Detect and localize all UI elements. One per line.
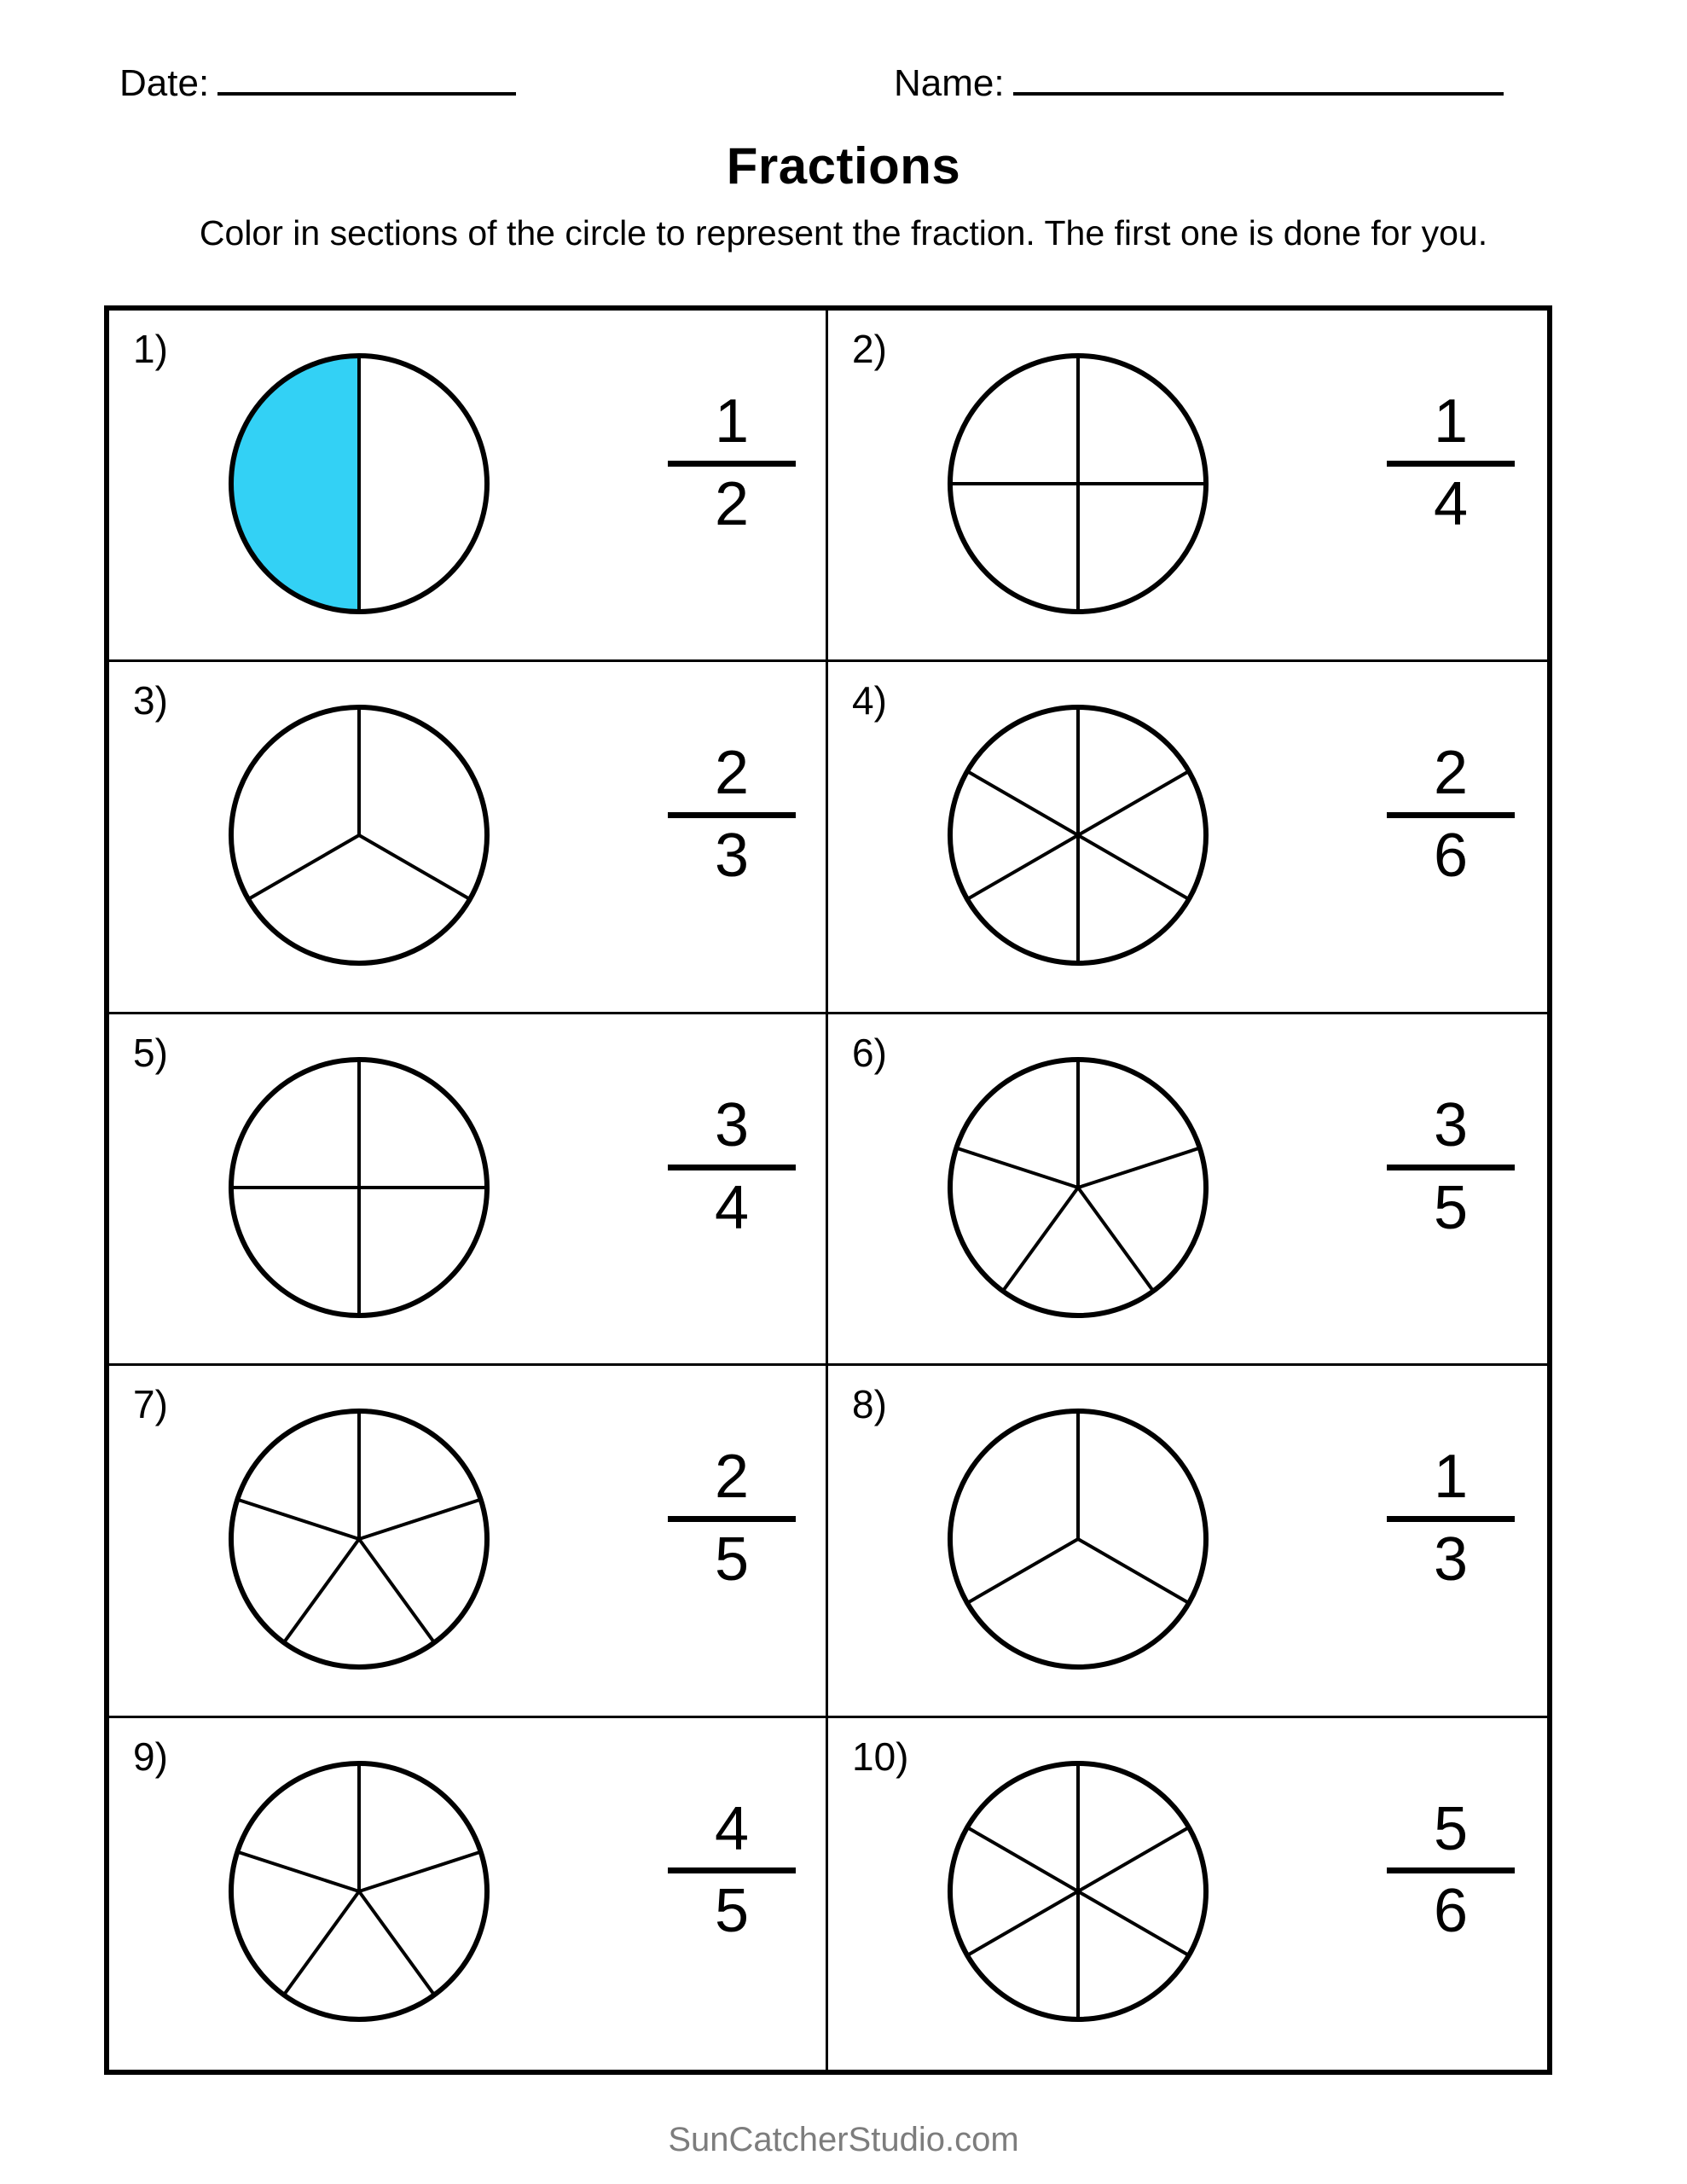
fraction-label <box>1357 1444 1545 1594</box>
fraction-bar <box>668 461 796 467</box>
fraction-numerator: 2 <box>714 739 750 808</box>
sector-divider-line <box>1078 1147 1200 1187</box>
problem-cell <box>109 311 828 662</box>
problem-number: 7) <box>133 1382 168 1427</box>
problem-grid <box>104 305 1552 2075</box>
problem-number: 4) <box>852 678 887 723</box>
sector-divider-line <box>967 1539 1078 1603</box>
sector-divider-line <box>359 1891 434 1995</box>
date-write-line[interactable] <box>217 92 516 96</box>
fraction-numerator: 4 <box>714 1794 750 1863</box>
problem-cell <box>828 311 1547 662</box>
fraction-numerator: 1 <box>1433 387 1469 456</box>
fraction-numerator: 1 <box>1433 1443 1469 1512</box>
problem-number: 6) <box>852 1030 887 1075</box>
sector-divider-line <box>1003 1188 1078 1291</box>
sector-divider-line <box>284 1891 359 1995</box>
sector-divider-line <box>237 1500 359 1539</box>
fraction-numerator: 5 <box>1433 1794 1469 1863</box>
fraction-numerator: 3 <box>1433 1090 1469 1159</box>
problem-cell <box>109 1718 828 2070</box>
fraction-denominator: 2 <box>714 469 750 538</box>
sector-divider-line <box>956 1147 1078 1187</box>
sector-divider-line <box>1078 1188 1153 1291</box>
fraction-circle[interactable] <box>937 686 1219 985</box>
sector-divider-line <box>1078 1539 1189 1603</box>
fraction-denominator: 6 <box>1433 1877 1469 1946</box>
fraction-circle[interactable] <box>937 334 1219 633</box>
sector-divider-line <box>284 1539 359 1642</box>
fraction-bar <box>668 1165 796 1170</box>
problem-cell <box>109 1014 828 1366</box>
problem-cell <box>109 662 828 1014</box>
problem-number: 1) <box>133 327 168 371</box>
sector-divider-line <box>359 835 470 899</box>
fraction-bar <box>668 1516 796 1522</box>
instructions-text: Color in sections of the circle to represent the fraction. The first one is done for you. <box>199 213 1488 253</box>
fraction-label <box>638 741 826 890</box>
fraction-circle[interactable] <box>937 1038 1219 1337</box>
fraction-numerator: 2 <box>1433 739 1469 808</box>
name-field <box>894 62 1504 104</box>
name-write-line[interactable] <box>1013 92 1504 96</box>
fraction-circle[interactable] <box>218 686 500 985</box>
problem-number: 10) <box>852 1734 909 1779</box>
fraction-numerator: 3 <box>714 1090 750 1159</box>
footer-credit: SunCatcherStudio.com <box>668 2121 1019 2158</box>
problem-cell <box>828 1366 1547 1717</box>
problem-cell <box>828 662 1547 1014</box>
fraction-label <box>638 1794 826 1946</box>
sector-divider-line <box>237 1851 359 1891</box>
fraction-bar <box>1387 1867 1515 1873</box>
problem-cell <box>828 1014 1547 1366</box>
sector-divider-line <box>359 1500 481 1539</box>
date-field <box>119 62 516 104</box>
fraction-label <box>638 1444 826 1594</box>
fraction-label <box>1357 1090 1545 1242</box>
fraction-numerator: 2 <box>714 1443 750 1512</box>
fraction-denominator: 5 <box>714 1877 750 1946</box>
fraction-bar <box>668 812 796 818</box>
fraction-circle[interactable] <box>218 1390 500 1688</box>
problem-number: 9) <box>133 1734 168 1779</box>
fraction-circle[interactable] <box>937 1742 1219 2041</box>
fraction-label <box>1357 389 1545 538</box>
fraction-denominator: 4 <box>714 1173 750 1242</box>
fraction-denominator: 5 <box>1433 1173 1469 1242</box>
fraction-bar <box>668 1867 796 1873</box>
fraction-bar <box>1387 1165 1515 1170</box>
name-label: Name: <box>894 62 1005 104</box>
fraction-circle[interactable] <box>218 1742 500 2041</box>
problem-number: 3) <box>133 678 168 723</box>
sector-divider-line <box>248 835 359 899</box>
fraction-label <box>638 1090 826 1242</box>
problem-number: 2) <box>852 327 887 371</box>
sector-divider-line <box>359 1851 481 1891</box>
problem-number: 8) <box>852 1382 887 1427</box>
fraction-numerator: 1 <box>714 387 750 456</box>
fraction-label <box>1357 741 1545 890</box>
shaded-sector[interactable] <box>231 356 359 612</box>
fraction-denominator: 3 <box>714 822 750 891</box>
fraction-denominator: 5 <box>714 1525 750 1594</box>
fraction-bar <box>1387 1516 1515 1522</box>
fraction-circle[interactable] <box>218 334 500 633</box>
fraction-circle[interactable] <box>937 1390 1219 1688</box>
fraction-bar <box>1387 461 1515 467</box>
fraction-denominator: 3 <box>1433 1525 1469 1594</box>
fraction-label <box>1357 1794 1545 1946</box>
fraction-denominator: 4 <box>1433 469 1469 538</box>
problem-cell <box>109 1366 828 1717</box>
fraction-bar <box>1387 812 1515 818</box>
problem-number: 5) <box>133 1030 168 1075</box>
fraction-label <box>638 389 826 538</box>
fraction-denominator: 6 <box>1433 822 1469 891</box>
problem-cell <box>828 1718 1547 2070</box>
page-title: Fractions <box>726 137 961 195</box>
worksheet-header <box>0 62 1687 125</box>
date-label: Date: <box>119 62 210 104</box>
sector-divider-line <box>359 1539 434 1642</box>
fraction-circle[interactable] <box>218 1038 500 1337</box>
